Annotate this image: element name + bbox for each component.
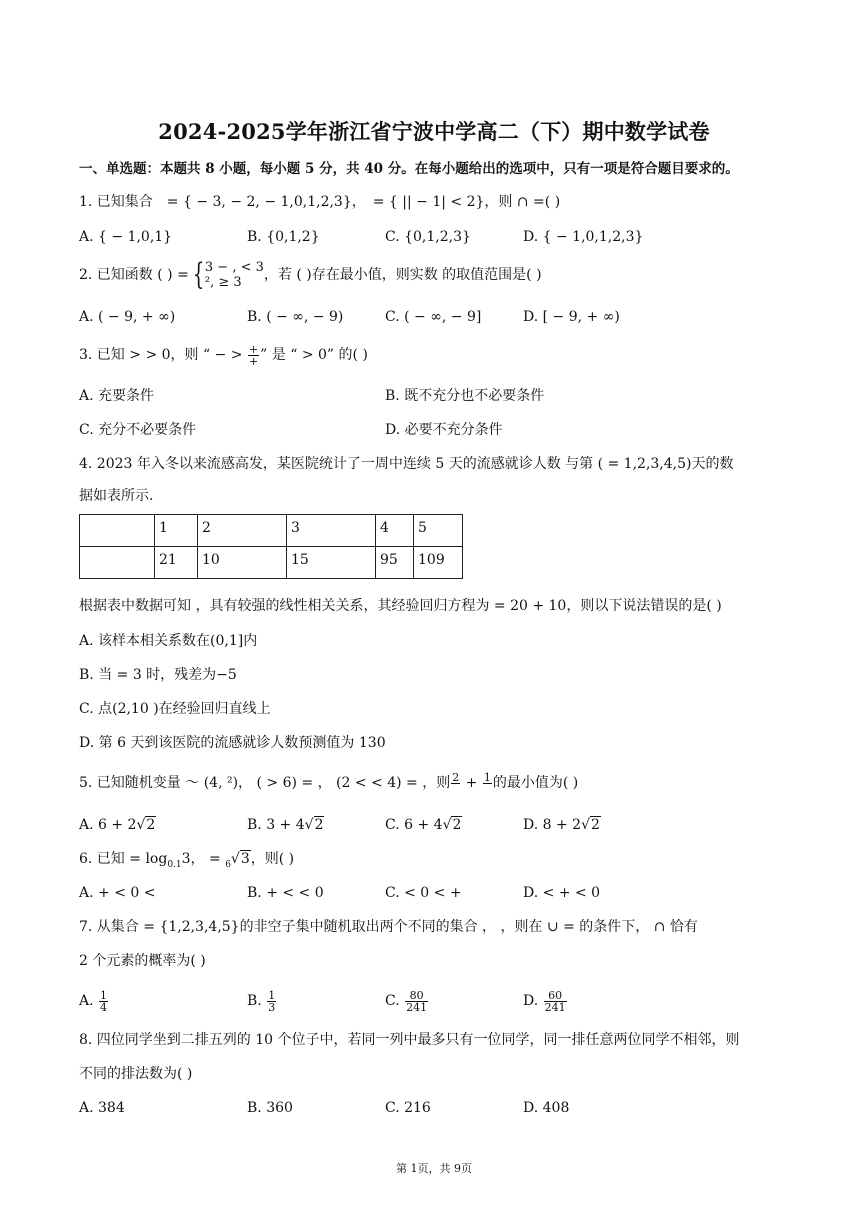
question-1-option-a: A. { − 1,0,1}: [79, 229, 173, 245]
question-8-option-c: C. 216: [385, 1100, 431, 1116]
question-8-stem-line1: 8. 四位同学坐到二排五列的 10 个位子中，若同一列中最多只有一位同学，同一排任意两位同学不相邻，则: [79, 1032, 740, 1048]
table-cell: 1: [155, 515, 198, 547]
question-6-option-b: B. + < < 0: [247, 885, 324, 901]
table-cell: [80, 515, 155, 547]
question-2-option-a: A. ( − 9, + ∞): [79, 309, 176, 325]
question-4-stem-line2: 据如表所示.: [79, 488, 154, 504]
question-4-option-b: B. 当 = 3 时，残差为−5: [79, 667, 237, 683]
question-7-option-a: A. $\frac{1}{4}$: [79, 988, 108, 1014]
question-4-option-c: C. 点(2,10 )在经验回归直线上: [79, 701, 271, 717]
question-7-stem-line2: 2 个元素的概率为( ): [79, 953, 206, 969]
table-cell: 21: [155, 547, 198, 579]
question-8-option-b: B. 360: [247, 1100, 293, 1116]
question-7-option-c: C. $\frac{80}{241}$: [385, 988, 428, 1014]
question-3-option-a: A. 充要条件: [79, 388, 155, 404]
page-footer: 第 1页，共 9页: [396, 1162, 472, 1175]
question-4-stem-line3: 根据表中数据可知 ，具有较强的线性相关关系，其经验回归方程为 = 20 + 10，则以下说法错误的是( ): [79, 598, 722, 614]
question-1-option-c: C. {0,1,2,3}: [385, 229, 471, 245]
question-5-option-a: A. 6 + 2√2: [79, 817, 156, 833]
table-cell: 4: [376, 515, 414, 547]
question-3-stem: 3. 已知 > > 0，则 “ − > $\frac{+}{+}$ ” 是 “ > 0” 的( ): [79, 342, 368, 368]
question-5-stem: 5. 已知随机变量 ～ (4, ²)， ( > 6) = ， (2 < < 4) = ，则 2 + 1 的最小值为( ): [79, 768, 578, 798]
question-5-option-c: C. 6 + 4√2: [385, 817, 462, 833]
page-title: 2024-2025学年浙江省宁波中学高二（下）期中数学试卷: [158, 119, 710, 144]
question-6-option-d: D. < + < 0: [523, 885, 601, 901]
question-3-option-d: D. 必要不充分条件: [385, 422, 503, 438]
table-cell: [80, 547, 155, 579]
fraction: 2: [452, 770, 460, 784]
table-cell: 109: [414, 547, 463, 579]
table-cell: 5: [414, 515, 463, 547]
question-3-option-b: B. 既不充分也不必要条件: [385, 388, 545, 404]
question-5-option-b: B. 3 + 4√2: [247, 817, 324, 833]
fraction: $\frac{+}{+}$: [248, 342, 259, 368]
table-cell: 3: [287, 515, 376, 547]
question-1-option-b: B. {0,1,2}: [247, 229, 320, 245]
table-cell: 2: [198, 515, 287, 547]
piecewise-cases: 3 − , < 3 ², ≥ 3: [204, 260, 264, 290]
question-1-option-d: D. { − 1,0,1,2,3}: [523, 229, 644, 245]
question-7-stem-line1: 7. 从集合 = {1,2,3,4,5}的非空子集中随机取出两个不同的集合 ， ，则在 ∪ = 的条件下， ∩ 恰有: [79, 919, 698, 935]
question-7-option-b: B. $\frac{1}{3}$: [247, 988, 276, 1014]
question-2-stem: 2. 已知函数 ( ) = { 3 − , < 3 ², ≥ 3 ，若 ( )存在最小值，则实数 的取值范围是( ): [79, 257, 542, 292]
table-row: [80, 515, 463, 547]
table-cell: 10: [198, 547, 287, 579]
question-2-option-c: C. ( − ∞, − 9]: [385, 309, 482, 325]
question-3-option-c: C. 充分不必要条件: [79, 422, 197, 438]
data-table: [79, 514, 463, 579]
question-6-stem: 6. 已知 = $\log_{0.1}3$， = $_6$√3，则( ): [79, 851, 295, 870]
table-cell: 95: [376, 547, 414, 579]
fraction: 1: [483, 770, 491, 784]
question-4-stem-line1: 4. 2023 年入冬以来流感高发，某医院统计了一周中连续 5 天的流感就诊人数 与第 ( = 1,2,3,4,5)天的数: [79, 456, 734, 472]
question-1-stem: 1. 已知集合 = { − 3, − 2, − 1,0,1,2,3}， = { || − 1| < 2}，则 ∩ =( ): [79, 194, 561, 210]
question-7-option-d: D. $\frac{60}{241}$: [523, 988, 566, 1014]
question-6-option-c: C. < 0 < +: [385, 885, 462, 901]
question-2-option-b: B. ( − ∞, − 9): [247, 309, 344, 325]
table-row: [80, 547, 463, 579]
question-5-option-d: D. 8 + 2√2: [523, 817, 600, 833]
question-8-stem-line2: 不同的排法数为( ): [79, 1066, 193, 1082]
question-4-option-d: D. 第 6 天到该医院的流感就诊人数预测值为 130: [79, 735, 386, 751]
table-cell: 15: [287, 547, 376, 579]
question-8-option-d: D. 408: [523, 1100, 570, 1116]
question-6-option-a: A. + < 0 <: [79, 885, 156, 901]
question-8-option-a: A. 384: [79, 1100, 125, 1116]
section-heading: 一、单选题：本题共 8 小题，每小题 5 分，共 40 分。在每小题给出的选项中，只有一项是符合题目要求的。: [79, 161, 739, 177]
question-4-option-a: A. 该样本相关系数在(0,1]内: [79, 633, 258, 649]
question-2-option-d: D. [ − 9, + ∞): [523, 309, 620, 325]
